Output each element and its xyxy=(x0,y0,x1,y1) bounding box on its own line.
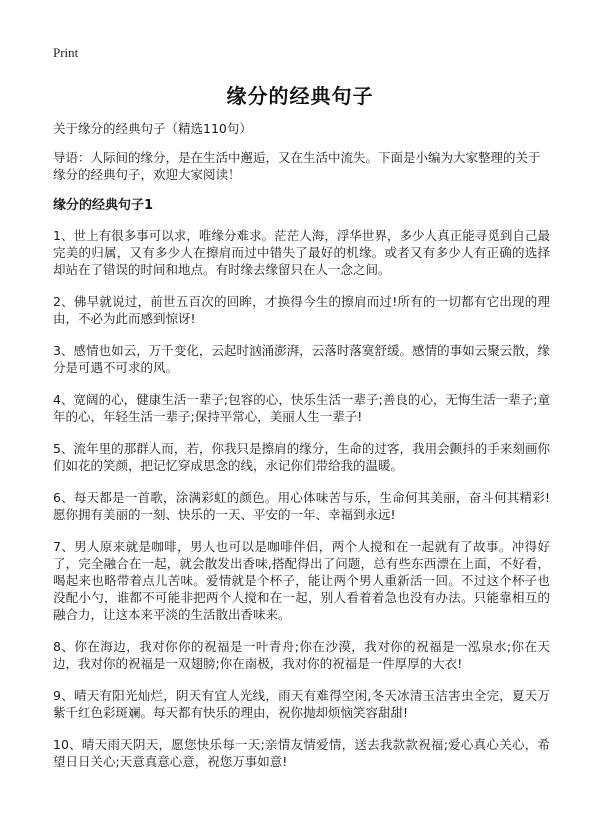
entry-9: 9、晴天有阳光灿烂，阴天有宜人光线，雨天有难得空闲,冬天冰清玉洁害虫全完，夏天万紫千红色彩斑斓。每天都有快乐的理由，祝你抛却烦恼笑容甜甜! xyxy=(53,688,550,720)
entry-2: 2、佛早就说过，前世五百次的回眸，才换得今生的擦肩而过!所有的一切都有它出现的理由，不必为此而感到惊讶! xyxy=(53,294,550,326)
entry-10: 10、晴天雨天阴天，愿您快乐每一天;亲情友情爱情，送去我款款祝福;爱心真心关心，希望日日关心;天意真意心意，祝您万事如意! xyxy=(53,737,550,769)
entry-7: 7、男人原来就是咖啡，男人也可以是咖啡伴侣，两个人搅和在一起就有了故事。冲得好了，完全融合在一起，就会散发出香味,搭配得出了问题，总有些东西漂在上面，不好看，喝起来也略带着点儿苦味。爱情就是个杯子，能让两个男人重新活一回。不过这个杯子也没配小勺，谁都不可能非把两个人搅和在一起，别人看着着急也没有办法。只能靠相互的融合力，让这本来平淡的生活散出香味来。 xyxy=(53,539,550,622)
entry-5: 5、流年里的那群人而，若，你我只是擦肩的缘分，生命的过客，我用会颤抖的手来刻画你们如花的笑颜，把记忆穿成思念的线，永记你们带给我的温暖。 xyxy=(53,441,550,473)
entry-3: 3、感情也如云，万千变化，云起时汹涌澎湃，云落时落寞舒缓。感情的事如云聚云散，缘分是可遇不可求的风。 xyxy=(53,343,550,375)
entry-1: 1、世上有很多事可以求，唯缘分难求。茫茫人海，浮华世界，多少人真正能寻觅到自己最完美的归属，又有多少人在擦肩而过中错失了最好的机缘。或者又有多少人有正确的选择却站在了错误的时间和地点。有时缘去缘留只在人一念之间。 xyxy=(53,228,550,277)
entry-4: 4、宽阔的心，健康生活一辈子;包容的心，快乐生活一辈子;善良的心，无悔生活一辈子;童年的心，年轻生活一辈子;保持平常心，美丽人生一辈子! xyxy=(53,392,550,424)
entry-8: 8、你在海边，我对你你的祝福是一叶青舟;你在沙漠，我对你的祝福是一泓泉水;你在天边，我对你的祝福是一双翅膀;你在南极，我对你的祝福是一件厚厚的大衣! xyxy=(53,639,550,671)
print-link[interactable]: Print xyxy=(53,45,79,60)
article-body xyxy=(53,120,550,785)
intro-paragraph: 导语：人际间的缘分，是在生活中邂逅，又在生活中流失。下面是小编为大家整理的关于缘分的经典句子，欢迎大家阅读！ xyxy=(53,150,541,182)
page-title: 缘分的经典句子 xyxy=(226,84,374,108)
section-heading: 缘分的经典句子1 xyxy=(53,198,154,213)
entry-6: 6、每天都是一首歌，涂满彩虹的颜色。用心体味苦与乐，生命何其美丽，奋斗何其精彩!愿你拥有美丽的一刻、快乐的一天、平安的一年、幸福到永远! xyxy=(53,490,550,522)
subtitle: 关于缘分的经典句子（精选110句） xyxy=(53,121,252,136)
